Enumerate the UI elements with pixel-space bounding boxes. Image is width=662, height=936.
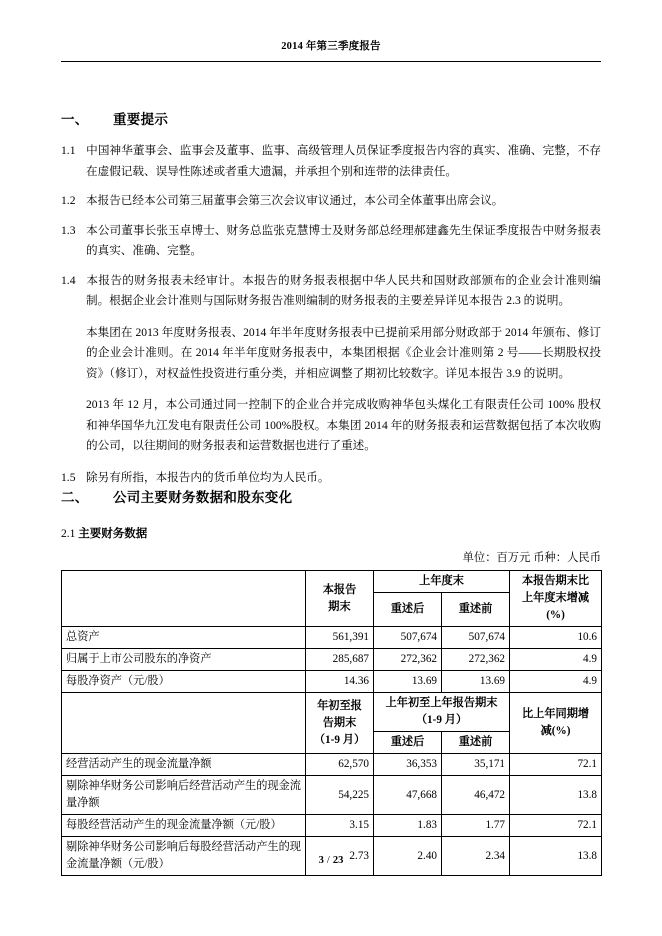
row-label: 剔除神华财务公司影响后经营活动产生的现金流量净额	[62, 776, 306, 815]
row-label: 每股经营活动产生的现金流量净额（元/股）	[62, 815, 306, 837]
paragraph-1-1-text: 中国神华董事会、监事会及董事、监事、高级管理人员保证季度报告内容的真实、准确、完整，不存在虚假记载、误导性陈述或者重大遗漏，并承担个别和连带的法律责任。	[86, 144, 601, 178]
subsection-2-1-title: 主要财务数据	[78, 528, 148, 540]
running-header-title: 2014 年第三季度报告	[281, 41, 381, 52]
section-2-number: 二、	[61, 490, 89, 505]
table-header-change-2	[510, 693, 602, 754]
header-ytd-line1: 年初至报	[317, 699, 362, 712]
header-change1-line2: 上年度末增减	[521, 592, 590, 604]
section-1-heading	[61, 110, 601, 130]
paragraph-1-3-label: 1.3	[61, 223, 76, 237]
document-body	[61, 110, 601, 543]
paragraph-1-4-text: 本报告的财务报表未经审计。本报告的财务报表根据中华人民共和国财政部颁布的企业会计准则编制。根据企业会计准则与国际财务报告准则编制的财务报表的主要差异详见本报告 2.3 的说明。	[86, 273, 601, 307]
paragraph-1-1-label: 1.1	[61, 144, 76, 157]
spacer	[61, 457, 601, 468]
table-header-row-4	[62, 693, 602, 732]
footer-page-number: 3	[318, 855, 324, 866]
table-header-prerestated-1: 重述前	[442, 593, 510, 627]
paragraph-1-2	[61, 191, 601, 212]
row-current: 285,687	[306, 649, 374, 671]
section-1-title: 重要提示	[113, 112, 169, 127]
table-header-blank-cell	[62, 571, 306, 627]
paragraph-1-1	[61, 141, 601, 182]
row-prerestated: 507,674	[442, 627, 510, 649]
row-prerestated: 272,362	[442, 649, 510, 671]
header-rule	[61, 61, 601, 62]
table-header-ytd-period	[306, 693, 374, 754]
table-header-prerestated-2: 重述前	[442, 732, 510, 754]
header-change2-line2: 减(%)	[540, 725, 571, 737]
paragraph-1-4-label: 1.4	[61, 273, 76, 287]
table-header-row-1	[62, 571, 602, 593]
footer-separator: /	[326, 855, 330, 866]
row-label: 归属于上市公司股东的净资产	[62, 649, 306, 671]
table-row	[62, 627, 602, 649]
header-prior-ytd-line2: （1-9 月）	[415, 714, 468, 726]
row-change: 4.9	[510, 649, 602, 671]
spacer	[61, 312, 601, 323]
paragraph-1-3	[61, 221, 601, 262]
row-restated: 1.83	[374, 815, 442, 837]
header-change1-line3: (%)	[546, 609, 565, 621]
spacer	[61, 130, 601, 141]
paragraph-1-2-text: 本报告已经本公司第三届董事会第三次会议审议通过，本公司全体董事出席会议。	[86, 194, 504, 207]
row-label: 总资产	[62, 627, 306, 649]
row-prerestated: 35,171	[442, 754, 510, 776]
row-change: 13.8	[510, 837, 602, 876]
table-header-blank-cell-2	[62, 693, 306, 754]
subsection-2-1-heading	[61, 525, 601, 543]
row-current: 2.73	[306, 837, 374, 876]
table-row	[62, 815, 602, 837]
row-label: 每股净资产（元/股）	[62, 671, 306, 693]
section-1-number: 一、	[61, 112, 89, 127]
row-change: 72.1	[510, 815, 602, 837]
page-footer	[0, 855, 662, 866]
table-row	[62, 671, 602, 693]
table-unit-note: 单位：百万元 币种：人民币	[462, 552, 601, 564]
main-financial-table	[61, 570, 602, 876]
section-2-title: 公司主要财务数据和股东变化	[113, 490, 293, 505]
row-prerestated: 13.69	[442, 671, 510, 693]
paragraph-1-4-continuation-a: 本集团在 2013 年度财务报表、2014 年半年度财务报表中已提前采用部分财政部于 2014 年颁布、修订的企业会计准则。在 2014 年半年度财务报表中，本集团根据《企业会计准则第 2 号——长期股权投资》（修订），对权益性投资进行重分类，并相应调整了期初比较数字。详见本报告 3.9 的说明。	[86, 325, 601, 380]
header-current-line2: 期末	[328, 600, 351, 613]
paragraph-1-3-text: 本公司董事长张玉卓博士、财务总监张克慧博士及财务部总经理郝建鑫先生保证季度报告中财务报表的真实、准确、完整。	[86, 223, 601, 257]
header-current-line1: 本报告	[322, 583, 357, 596]
header-change1-line1: 本报告期末比	[521, 575, 590, 587]
row-restated: 507,674	[374, 627, 442, 649]
paragraph-1-4	[61, 271, 601, 312]
row-current: 561,391	[306, 627, 374, 649]
row-prerestated: 2.34	[442, 837, 510, 876]
row-current: 62,570	[306, 754, 374, 776]
table-header-current-period	[306, 571, 374, 627]
paragraph-1-5	[61, 468, 601, 489]
paragraph-1-4-continuation-b: 2013 年 12 月，本公司通过同一控制下的企业合并完成收购神华包头煤化工有限责任公司 100% 股权和神华国华九江发电有限责任公司 100%股权。本集团 2014 年的财务报表和运营数据包括了本次收购的公司，以往期间的财务报表和运营数据也进行了重述。	[86, 398, 601, 452]
paragraph-1-5-label: 1.5	[61, 470, 76, 484]
running-header	[0, 40, 662, 54]
row-current: 54,225	[306, 776, 374, 815]
table-header-restated-1: 重述后	[374, 593, 442, 627]
row-change: 13.8	[510, 776, 602, 815]
spacer	[61, 384, 601, 395]
row-change: 10.6	[510, 627, 602, 649]
row-prerestated: 1.77	[442, 815, 510, 837]
table-header-prior-ytd	[374, 693, 510, 732]
row-change: 72.1	[510, 754, 602, 776]
table-header-change-1	[510, 571, 602, 627]
row-restated: 13.69	[374, 671, 442, 693]
spacer	[61, 212, 601, 221]
header-prior-ytd-line1: 上年初至上年报告期末	[385, 697, 498, 709]
section-2-heading	[61, 488, 601, 508]
table-row	[62, 776, 602, 815]
header-change2-line1: 比上年同期增	[521, 708, 590, 720]
row-prerestated: 46,472	[442, 776, 510, 815]
table-row	[62, 754, 602, 776]
paragraph-1-2-label: 1.2	[61, 194, 76, 207]
subsection-2-1-wrap	[61, 525, 601, 543]
footer-total-pages: 23	[332, 855, 344, 866]
row-restated: 47,668	[374, 776, 442, 815]
row-label: 经营活动产生的现金流量净额	[62, 754, 306, 776]
spacer	[61, 182, 601, 191]
table-row	[62, 649, 602, 671]
paragraph-1-5-text: 除另有所指，本报告内的货币单位均为人民币。	[86, 470, 330, 484]
row-restated: 272,362	[374, 649, 442, 671]
table-header-restated-2: 重述后	[374, 732, 442, 754]
row-current: 3.15	[306, 815, 374, 837]
row-current: 14.36	[306, 671, 374, 693]
subsection-2-1-number: 2.1	[61, 528, 76, 540]
row-label: 剔除神华财务公司影响后每股经营活动产生的现金流量净额（元/股）	[62, 837, 306, 876]
spacer	[61, 262, 601, 271]
row-restated: 36,353	[374, 754, 442, 776]
header-ytd-line3: （1-9 月）	[313, 733, 366, 746]
row-change: 4.9	[510, 671, 602, 693]
header-ytd-line2: 告期末	[322, 716, 357, 729]
row-restated: 2.40	[374, 837, 442, 876]
table-header-prior-year-end: 上年度末	[374, 571, 510, 593]
